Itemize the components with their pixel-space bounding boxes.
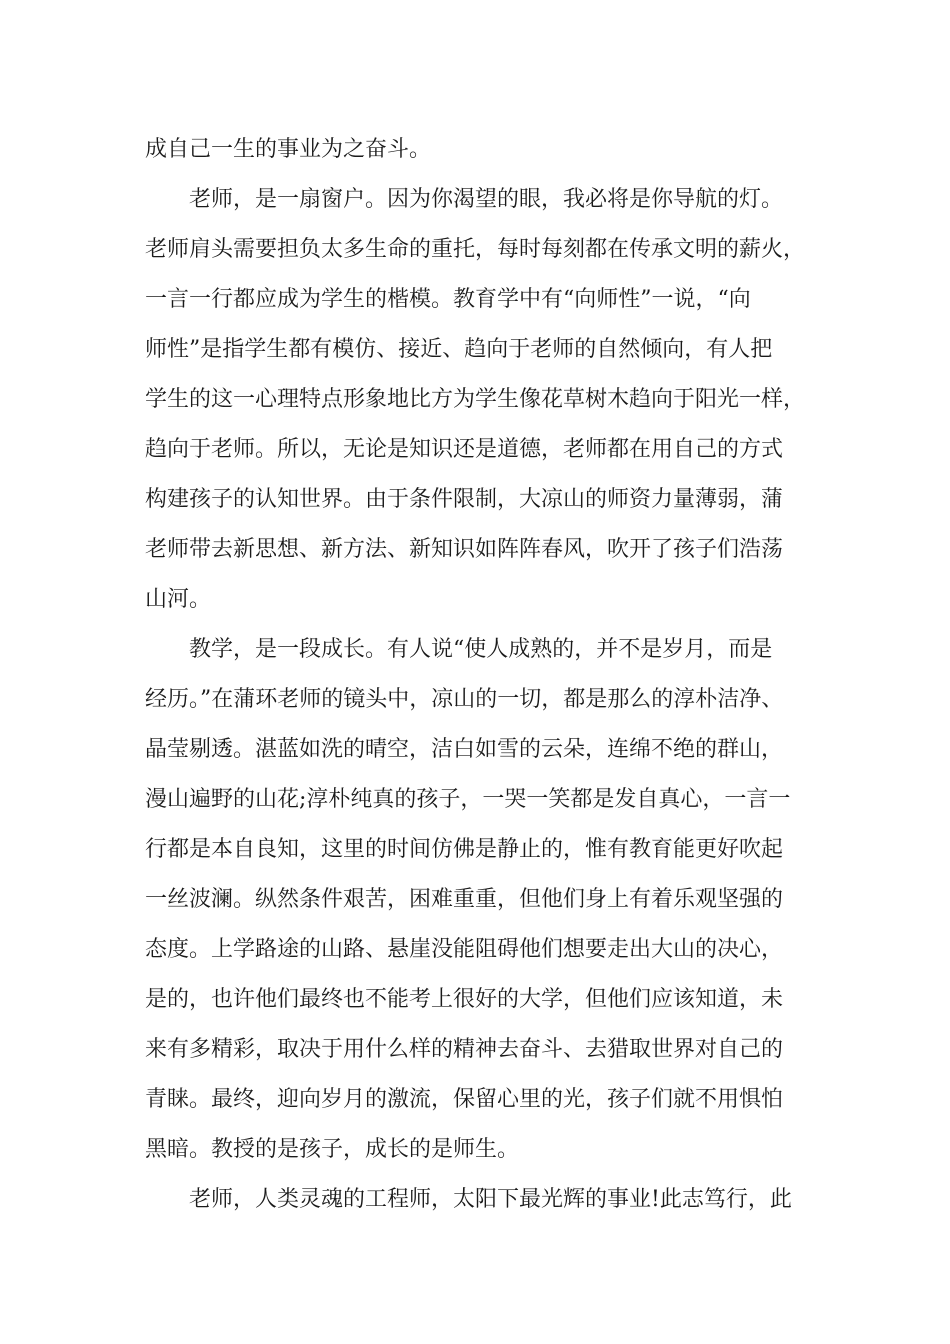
- text-line: 学生的这一心理特点形象地比方为学生像花草树木趋向于阳光一样，: [145, 387, 806, 412]
- text-line: 黑暗。教授的是孩子，成长的是师生。: [145, 1137, 520, 1162]
- paragraph-first-line: 老师，是一扇窗户。因为你渴望的眼，我必将是你导航的灯。: [189, 187, 784, 212]
- text-line: 是的，也许他们最终也不能考上很好的大学，但他们应该知道，未: [145, 987, 784, 1012]
- text-line: 一言一行都应成为学生的楷模。教育学中有“向师性”一说，“向: [145, 287, 751, 312]
- text-line: 来有多精彩，取决于用什么样的精神去奋斗、去猎取世界对自己的: [145, 1037, 784, 1062]
- text-line: 构建孩子的认知世界。由于条件限制，大凉山的师资力量薄弱，蒲: [145, 487, 784, 512]
- text-line: 山河。: [145, 587, 212, 612]
- text-line: 老师肩头需要担负太多生命的重托，每时每刻都在传承文明的薪火，: [145, 237, 806, 262]
- text-line: 漫山遍野的山花;淳朴纯真的孩子，一哭一笑都是发自真心，一言一: [145, 787, 791, 812]
- paragraph-first-line: 老师，人类灵魂的工程师，太阳下最光辉的事业!此志笃行，此: [189, 1187, 792, 1212]
- text-line: 趋向于老师。所以，无论是知识还是道德，老师都在用自己的方式: [145, 437, 784, 462]
- text-line: 青睐。最终，迎向岁月的激流，保留心里的光，孩子们就不用惧怕: [145, 1087, 784, 1112]
- text-line: 行都是本自良知，这里的时间仿佛是静止的，惟有教育能更好吹起: [145, 837, 784, 862]
- paragraph-first-line: 教学，是一段成长。有人说“使人成熟的，并不是岁月，而是: [189, 637, 773, 662]
- text-line: 态度。上学路途的山路、悬崖没能阻碍他们想要走出大山的决心，: [145, 937, 784, 962]
- text-line: 一丝波澜。纵然条件艰苦，困难重重，但他们身上有着乐观坚强的: [145, 887, 784, 912]
- text-line: 成自己一生的事业为之奋斗。: [145, 137, 432, 162]
- text-line: 师性”是指学生都有模仿、接近、趋向于老师的自然倾向，有人把: [145, 337, 773, 362]
- text-line: 晶莹剔透。湛蓝如洗的晴空，洁白如雪的云朵，连绵不绝的群山，: [145, 737, 784, 762]
- text-line: 经历。”在蒲环老师的镜头中，凉山的一切，都是那么的淳朴洁净、: [145, 687, 784, 712]
- text-line: 老师带去新思想、新方法、新知识如阵阵春风，吹开了孩子们浩荡: [145, 537, 784, 562]
